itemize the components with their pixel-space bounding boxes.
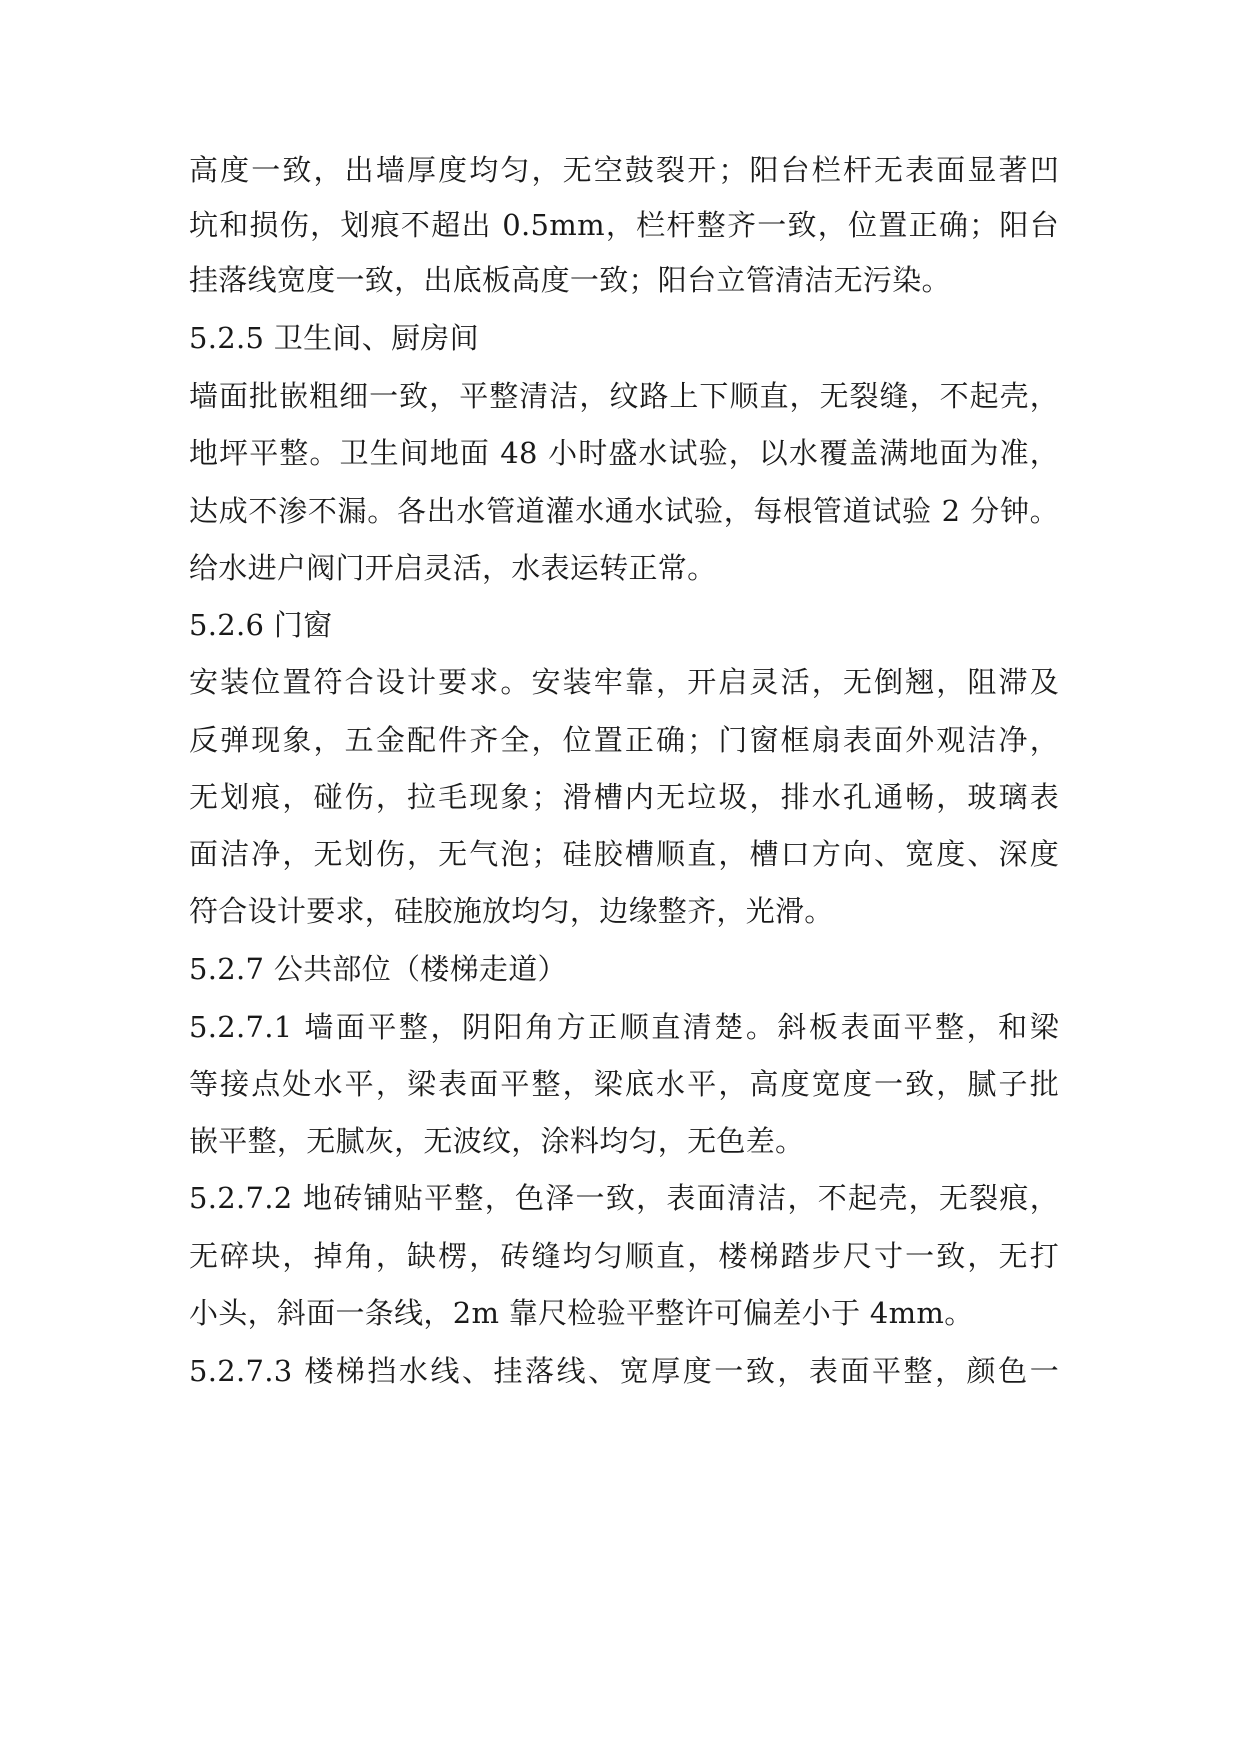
text-line: 等接点处水平，梁表面平整，梁底水平，高度宽度一致，腻子批 (189, 1067, 1059, 1101)
section-heading-5-2-5: 5.2.5 卫生间、厨房间 (189, 321, 479, 355)
text-line: 安装位置符合设计要求。安装牢靠，开启灵活，无倒翘，阻滞及 (189, 665, 1059, 699)
text-line: 符合设计要求，硅胶施放均匀，边缘整齐，光滑。 (189, 894, 834, 928)
text-line: 地坪平整。卫生间地面 48 小时盛水试验，以水覆盖满地面为准， (189, 436, 1059, 470)
text-line: 坑和损伤，划痕不超出 0.5mm，栏杆整齐一致，位置正确；阳台 (189, 208, 1059, 242)
text-line: 嵌平整，无腻灰，无波纹，涂料均匀，无色差。 (189, 1124, 805, 1158)
text-line: 5.2.7.1 墙面平整，阴阳角方正顺直清楚。斜板表面平整，和梁 (189, 1010, 1059, 1044)
text-line: 给水进户阀门开启灵活，水表运转正常。 (189, 551, 717, 585)
section-heading-5-2-7: 5.2.7 公共部位（楼梯走道） (189, 952, 567, 986)
text-line: 无划痕，碰伤，拉毛现象；滑槽内无垃圾，排水孔通畅，玻璃表 (189, 780, 1059, 814)
text-line: 无碎块，掉角，缺楞，砖缝均匀顺直，楼梯踏步尺寸一致，无打 (189, 1239, 1059, 1273)
text-line: 5.2.7.3 楼梯挡水线、挂落线、宽厚度一致，表面平整，颜色一 (189, 1354, 1059, 1388)
text-line: 5.2.7.2 地砖铺贴平整，色泽一致，表面清洁，不起壳，无裂痕， (189, 1181, 1059, 1215)
text-line: 小头，斜面一条线，2m 靠尺检验平整许可偏差小于 4mm。 (189, 1296, 974, 1330)
text-line: 墙面批嵌粗细一致，平整清洁，纹路上下顺直，无裂缝，不起壳， (189, 379, 1059, 413)
text-line: 挂落线宽度一致，出底板高度一致；阳台立管清洁无污染。 (189, 263, 951, 297)
text-line: 达成不渗不漏。各出水管道灌水通水试验，每根管道试验 2 分钟。 (189, 494, 1059, 528)
text-line: 高度一致，出墙厚度均匀，无空鼓裂开；阳台栏杆无表面显著凹 (189, 153, 1059, 187)
text-line: 反弹现象，五金配件齐全，位置正确；门窗框扇表面外观洁净， (189, 723, 1059, 757)
text-line: 面洁净，无划伤，无气泡；硅胶槽顺直，槽口方向、宽度、深度 (189, 837, 1059, 871)
section-heading-5-2-6: 5.2.6 门窗 (189, 608, 333, 642)
